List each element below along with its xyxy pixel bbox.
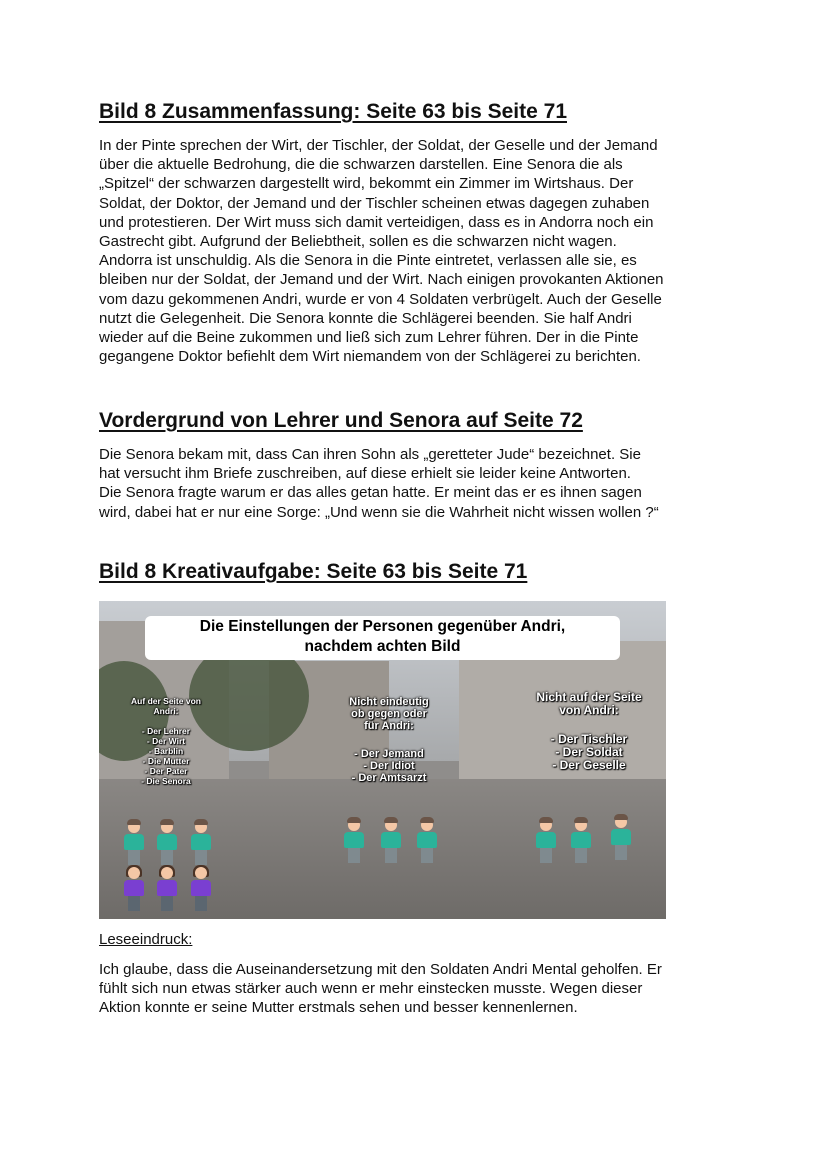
text-line: Ich glaube, dass die Auseinandersetzung mit den Soldaten Andri Mental geholfen. Er	[99, 961, 662, 978]
heading-zusammenfassung: Bild 8 Zusammenfassung: Seite 63 bis Seite 71	[99, 100, 567, 123]
column-not-on-side	[519, 691, 659, 772]
text-line: wieder auf die Beine zukommen und ließ sich zum Lehrer führen. Der in die Pinte	[99, 329, 639, 347]
text-line: bleiben nur der Soldat, der Jemand und der Wirt. Nach einigen provokanten Aktionen	[99, 271, 664, 289]
column-heading: Nicht eindeutig ob gegen oder für Andri:	[349, 696, 429, 732]
text-line: über die aktuelle Bedrohung, die die schwarzen darstellen. Eine Senora die als	[99, 156, 623, 174]
text-line: vom dazu gekommenen Andri, wurde er von 4 Soldaten verbrügelt. Auch der Geselle	[99, 290, 662, 308]
person-icon	[155, 821, 179, 865]
person-icon	[379, 819, 403, 863]
person-icon	[122, 867, 146, 911]
heading-vordergrund: Vordergrund von Lehrer und Senora auf Seite 72	[99, 409, 583, 432]
text-line: Gastrecht gibt. Aufgrund der Beliebtheit, sollen es die schwarzen nicht wagen.	[99, 233, 617, 251]
heading-kreativaufgabe: Bild 8 Kreativaufgabe: Seite 63 bis Seite 71	[99, 560, 528, 583]
text-line: und protestieren. Der Wirt muss sich damit verteidigen, dass es in Andorra noch ein	[99, 213, 654, 231]
image-title: Die Einstellungen der Personen gegenüber Andri, nachdem achten Bild	[199, 618, 566, 655]
person-icon	[534, 819, 558, 863]
text-line: Aktion konnte er seine Mutter erstmals sehen und besser kennenlernen.	[99, 999, 578, 1017]
text-line: nutzt die Gelegenheit. Die Senora konnte die Schlägerei beenden. Sie half Andri	[99, 309, 632, 327]
paragraph-zusammenfassung	[99, 136, 739, 366]
text-line: In der Pinte sprechen der Wirt, der Tischler, der Soldat, der Geselle und der Jemand	[99, 137, 658, 154]
text-line: wird, dabei hat er nur eine Sorge: „Und wenn sie die Wahrheit nicht wissen wollen ?“	[99, 503, 659, 521]
kreativ-image	[99, 601, 666, 919]
text-line: Die Senora bekam mit, dass Can ihren Sohn als „geretteter Jude“ bezeichnet. Sie	[99, 446, 641, 463]
column-undecided	[334, 696, 444, 784]
text-line: Andorra ist unschuldig. Als die Senora in die Pinte eintretet, verlassen alle sie, es	[99, 252, 637, 270]
person-icon	[609, 816, 633, 860]
text-line: Die Senora fragte warum er das alles getan hatte. Er meint das er es ihnen sagen	[99, 484, 642, 502]
person-icon	[569, 819, 593, 863]
text-line: fühlt sich nun etwas stärker auch wenn er mehr einstecken musste. Wegen dieser	[99, 980, 643, 998]
text-line: „Spitzel“ der schwarzen dargestellt wird, bekommt ein Zimmer im Wirtshaus. Der	[99, 175, 634, 193]
text-line: gegangene Doktor befiehlt dem Wirt niemandem von der Schlägerei zu berichten.	[99, 348, 641, 366]
column-list: - Der Tischler - Der Soldat - Der Geselle	[550, 732, 628, 772]
paragraph-vordergrund	[99, 445, 739, 522]
text-line: hat versucht ihm Briefe zuschreiben, auf diese erhielt sie leider keine Antworten.	[99, 465, 631, 483]
person-icon	[342, 819, 366, 863]
paragraph-leseeindruck	[99, 960, 739, 1018]
person-icon	[122, 821, 146, 865]
person-icon	[415, 819, 439, 863]
person-icon	[155, 867, 179, 911]
column-list: - Der Jemand - Der Idiot - Der Amtsarzt	[351, 748, 427, 784]
column-heading: Auf der Seite von Andri:	[131, 696, 201, 716]
column-heading: Nicht auf der Seite von Andri:	[536, 690, 642, 717]
reading-label: Leseeindruck:	[99, 931, 193, 948]
person-icon	[189, 867, 213, 911]
text-line: Soldat, der Doktor, der Jemand und der Tischler scheinen etwas dagegen zuhaben	[99, 194, 650, 212]
column-on-side	[121, 696, 211, 786]
person-icon	[189, 821, 213, 865]
column-list: - Der Lehrer - Der Wirt - Barblin - Die Mutter - Der Pater - Die Senora	[141, 726, 191, 786]
